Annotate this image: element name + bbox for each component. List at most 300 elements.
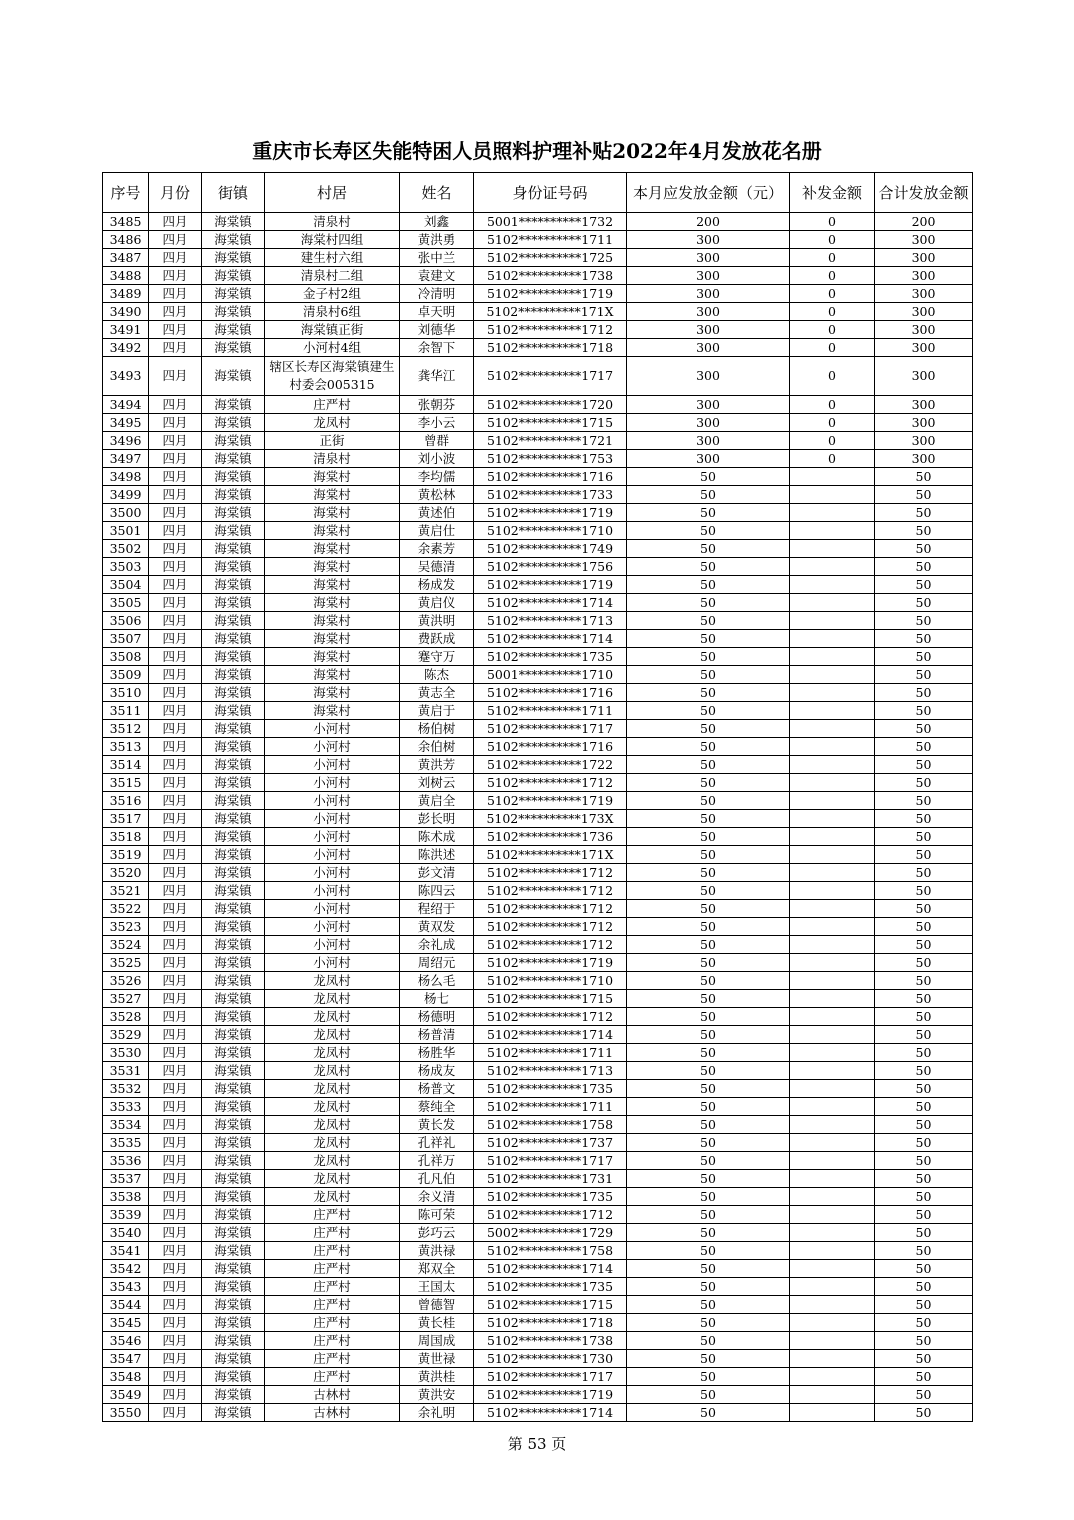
town-cell: 海棠镇 (202, 1170, 265, 1188)
total-amount-cell: 50 (875, 1116, 973, 1134)
extra-amount-cell (790, 468, 875, 486)
due-amount-cell: 50 (627, 1044, 790, 1062)
extra-amount-cell (790, 936, 875, 954)
extra-amount-cell: 0 (790, 267, 875, 285)
total-amount-cell: 50 (875, 1242, 973, 1260)
town-cell: 海棠镇 (202, 900, 265, 918)
extra-amount-cell (790, 1386, 875, 1404)
extra-amount-cell (790, 756, 875, 774)
town-cell: 海棠镇 (202, 231, 265, 249)
town-cell: 海棠镇 (202, 684, 265, 702)
month-cell: 四月 (149, 339, 202, 357)
extra-amount-cell (790, 1044, 875, 1062)
name-cell: 杨伯树 (400, 720, 474, 738)
month-cell: 四月 (149, 810, 202, 828)
total-amount-cell: 300 (875, 285, 973, 303)
village-cell: 龙凤村 (265, 1134, 400, 1152)
due-amount-cell: 50 (627, 504, 790, 522)
id-cell: 5102**********1719 (474, 792, 627, 810)
table-row (103, 1278, 973, 1296)
id-cell: 5102**********1733 (474, 486, 627, 504)
due-amount-cell: 50 (627, 900, 790, 918)
due-amount-cell: 50 (627, 1152, 790, 1170)
table-row (103, 1386, 973, 1404)
month-cell: 四月 (149, 1314, 202, 1332)
id-cell: 5001**********1732 (474, 213, 627, 231)
town-cell: 海棠镇 (202, 1278, 265, 1296)
name-cell: 袁建文 (400, 267, 474, 285)
extra-amount-cell (790, 738, 875, 756)
seq-cell: 3488 (103, 267, 149, 285)
name-cell: 王国太 (400, 1278, 474, 1296)
village-cell: 辖区长寿区海棠镇建生村委会005315 (265, 357, 400, 396)
total-amount-cell: 50 (875, 1386, 973, 1404)
village-cell: 小河村 (265, 720, 400, 738)
extra-amount-cell (790, 1242, 875, 1260)
name-cell: 余素芳 (400, 540, 474, 558)
total-amount-cell: 50 (875, 1404, 973, 1422)
name-cell: 陈洪述 (400, 846, 474, 864)
id-cell: 5102**********1756 (474, 558, 627, 576)
table-row (103, 1296, 973, 1314)
village-cell: 龙凤村 (265, 1044, 400, 1062)
village-cell: 清泉村 (265, 450, 400, 468)
table-row (103, 1026, 973, 1044)
name-cell: 黄洪芳 (400, 756, 474, 774)
total-amount-cell: 50 (875, 1224, 973, 1242)
name-cell: 黄松林 (400, 486, 474, 504)
total-amount-cell: 50 (875, 990, 973, 1008)
town-cell: 海棠镇 (202, 594, 265, 612)
id-cell: 5102**********1712 (474, 1008, 627, 1026)
table-row (103, 1332, 973, 1350)
total-amount-cell: 50 (875, 864, 973, 882)
village-cell: 小河村 (265, 846, 400, 864)
due-amount-cell: 300 (627, 432, 790, 450)
id-cell: 5102**********1711 (474, 1098, 627, 1116)
village-cell: 古林村 (265, 1404, 400, 1422)
total-amount-cell: 50 (875, 1332, 973, 1350)
month-cell: 四月 (149, 1170, 202, 1188)
name-cell: 陈可荣 (400, 1206, 474, 1224)
name-cell: 陈术成 (400, 828, 474, 846)
due-amount-cell: 50 (627, 666, 790, 684)
extra-amount-cell (790, 990, 875, 1008)
name-cell: 孔凡伯 (400, 1170, 474, 1188)
month-cell: 四月 (149, 1008, 202, 1026)
total-amount-cell: 50 (875, 594, 973, 612)
name-cell: 彭长明 (400, 810, 474, 828)
month-cell: 四月 (149, 792, 202, 810)
seq-cell: 3538 (103, 1188, 149, 1206)
id-cell: 5102**********1717 (474, 357, 627, 396)
due-amount-cell: 50 (627, 882, 790, 900)
village-cell: 庄严村 (265, 1332, 400, 1350)
total-amount-cell: 300 (875, 267, 973, 285)
seq-cell: 3530 (103, 1044, 149, 1062)
table-row (103, 414, 973, 432)
town-cell: 海棠镇 (202, 1386, 265, 1404)
total-amount-cell: 50 (875, 558, 973, 576)
extra-amount-cell (790, 882, 875, 900)
table-row (103, 756, 973, 774)
id-cell: 5102**********1719 (474, 1386, 627, 1404)
id-cell: 5002**********1729 (474, 1224, 627, 1242)
month-cell: 四月 (149, 540, 202, 558)
town-cell: 海棠镇 (202, 918, 265, 936)
month-cell: 四月 (149, 1350, 202, 1368)
total-amount-cell: 50 (875, 1026, 973, 1044)
due-amount-cell: 300 (627, 450, 790, 468)
village-cell: 海棠村 (265, 612, 400, 630)
table-row (103, 213, 973, 231)
total-amount-cell: 50 (875, 846, 973, 864)
due-amount-cell: 300 (627, 231, 790, 249)
id-cell: 5001**********1710 (474, 666, 627, 684)
due-amount-cell: 200 (627, 213, 790, 231)
month-cell: 四月 (149, 1098, 202, 1116)
id-cell: 5102**********1738 (474, 267, 627, 285)
month-cell: 四月 (149, 1386, 202, 1404)
id-cell: 5102**********1717 (474, 720, 627, 738)
due-amount-cell: 50 (627, 1296, 790, 1314)
name-cell: 黄洪桂 (400, 1368, 474, 1386)
table-row (103, 396, 973, 414)
village-cell: 海棠村 (265, 468, 400, 486)
due-amount-cell: 50 (627, 846, 790, 864)
seq-cell: 3542 (103, 1260, 149, 1278)
total-amount-cell: 50 (875, 576, 973, 594)
town-cell: 海棠镇 (202, 396, 265, 414)
month-cell: 四月 (149, 1278, 202, 1296)
seq-cell: 3547 (103, 1350, 149, 1368)
extra-amount-cell (790, 972, 875, 990)
village-cell: 海棠村 (265, 702, 400, 720)
village-cell: 海棠村 (265, 576, 400, 594)
village-cell: 龙凤村 (265, 972, 400, 990)
extra-amount-cell (790, 666, 875, 684)
table-row (103, 1152, 973, 1170)
seq-cell: 3495 (103, 414, 149, 432)
table-row (103, 846, 973, 864)
id-cell: 5102**********1736 (474, 828, 627, 846)
total-amount-cell: 50 (875, 756, 973, 774)
seq-cell: 3487 (103, 249, 149, 267)
month-cell: 四月 (149, 990, 202, 1008)
seq-cell: 3511 (103, 702, 149, 720)
village-cell: 海棠村 (265, 486, 400, 504)
village-cell: 龙凤村 (265, 990, 400, 1008)
name-cell: 刘树云 (400, 774, 474, 792)
seq-cell: 3525 (103, 954, 149, 972)
table-row (103, 231, 973, 249)
header-month: 月份 (149, 173, 202, 213)
name-cell: 李均儒 (400, 468, 474, 486)
due-amount-cell: 50 (627, 576, 790, 594)
total-amount-cell: 50 (875, 1350, 973, 1368)
total-amount-cell: 300 (875, 396, 973, 414)
town-cell: 海棠镇 (202, 954, 265, 972)
village-cell: 清泉村 (265, 213, 400, 231)
seq-cell: 3544 (103, 1296, 149, 1314)
extra-amount-cell (790, 1008, 875, 1026)
seq-cell: 3532 (103, 1080, 149, 1098)
table-row (103, 1044, 973, 1062)
seq-cell: 3516 (103, 792, 149, 810)
town-cell: 海棠镇 (202, 828, 265, 846)
table-row (103, 432, 973, 450)
seq-cell: 3534 (103, 1116, 149, 1134)
village-cell: 庄严村 (265, 1350, 400, 1368)
table-row (103, 1260, 973, 1278)
month-cell: 四月 (149, 303, 202, 321)
village-cell: 龙凤村 (265, 1098, 400, 1116)
total-amount-cell: 50 (875, 1206, 973, 1224)
month-cell: 四月 (149, 1332, 202, 1350)
extra-amount-cell (790, 1206, 875, 1224)
village-cell: 龙凤村 (265, 1008, 400, 1026)
name-cell: 黄启于 (400, 702, 474, 720)
seq-cell: 3520 (103, 864, 149, 882)
id-cell: 5102**********1721 (474, 432, 627, 450)
month-cell: 四月 (149, 828, 202, 846)
name-cell: 黄洪安 (400, 1386, 474, 1404)
due-amount-cell: 50 (627, 720, 790, 738)
seq-cell: 3503 (103, 558, 149, 576)
seq-cell: 3486 (103, 231, 149, 249)
total-amount-cell: 50 (875, 1044, 973, 1062)
id-cell: 5102**********1725 (474, 249, 627, 267)
id-cell: 5102**********1717 (474, 1368, 627, 1386)
seq-cell: 3501 (103, 522, 149, 540)
extra-amount-cell (790, 504, 875, 522)
town-cell: 海棠镇 (202, 666, 265, 684)
id-cell: 5102**********1714 (474, 1404, 627, 1422)
id-cell: 5102**********171X (474, 846, 627, 864)
due-amount-cell: 50 (627, 540, 790, 558)
extra-amount-cell (790, 918, 875, 936)
roster-table (102, 172, 973, 1422)
name-cell: 费跃成 (400, 630, 474, 648)
header-seq: 序号 (103, 173, 149, 213)
table-row (103, 774, 973, 792)
month-cell: 四月 (149, 1134, 202, 1152)
due-amount-cell: 50 (627, 558, 790, 576)
extra-amount-cell (790, 630, 875, 648)
name-cell: 黄启仪 (400, 594, 474, 612)
total-amount-cell: 50 (875, 810, 973, 828)
id-cell: 5102**********1710 (474, 972, 627, 990)
id-cell: 5102**********171X (474, 303, 627, 321)
month-cell: 四月 (149, 1404, 202, 1422)
town-cell: 海棠镇 (202, 1188, 265, 1206)
town-cell: 海棠镇 (202, 432, 265, 450)
id-cell: 5102**********1714 (474, 1260, 627, 1278)
table-row (103, 702, 973, 720)
table-row (103, 285, 973, 303)
table-row (103, 249, 973, 267)
village-cell: 庄严村 (265, 1278, 400, 1296)
month-cell: 四月 (149, 738, 202, 756)
seq-cell: 3545 (103, 1314, 149, 1332)
seq-cell: 3500 (103, 504, 149, 522)
id-cell: 5102**********1730 (474, 1350, 627, 1368)
town-cell: 海棠镇 (202, 267, 265, 285)
village-cell: 海棠村 (265, 558, 400, 576)
seq-cell: 3490 (103, 303, 149, 321)
name-cell: 黄洪勇 (400, 231, 474, 249)
total-amount-cell: 300 (875, 450, 973, 468)
town-cell: 海棠镇 (202, 522, 265, 540)
total-amount-cell: 50 (875, 882, 973, 900)
name-cell: 蔡纯全 (400, 1098, 474, 1116)
town-cell: 海棠镇 (202, 756, 265, 774)
month-cell: 四月 (149, 1026, 202, 1044)
extra-amount-cell (790, 720, 875, 738)
total-amount-cell: 300 (875, 249, 973, 267)
name-cell: 黄双发 (400, 918, 474, 936)
due-amount-cell: 300 (627, 339, 790, 357)
town-cell: 海棠镇 (202, 1224, 265, 1242)
total-amount-cell: 50 (875, 1134, 973, 1152)
month-cell: 四月 (149, 864, 202, 882)
table-row (103, 630, 973, 648)
table-row (103, 828, 973, 846)
total-amount-cell: 50 (875, 1098, 973, 1116)
extra-amount-cell (790, 792, 875, 810)
town-cell: 海棠镇 (202, 1368, 265, 1386)
seq-cell: 3492 (103, 339, 149, 357)
seq-cell: 3517 (103, 810, 149, 828)
name-cell: 孔祥万 (400, 1152, 474, 1170)
extra-amount-cell (790, 612, 875, 630)
extra-amount-cell (790, 576, 875, 594)
table-row (103, 1404, 973, 1422)
table-row (103, 720, 973, 738)
due-amount-cell: 50 (627, 1350, 790, 1368)
month-cell: 四月 (149, 1242, 202, 1260)
due-amount-cell: 50 (627, 1188, 790, 1206)
due-amount-cell: 50 (627, 954, 790, 972)
village-cell: 龙凤村 (265, 414, 400, 432)
due-amount-cell: 50 (627, 594, 790, 612)
id-cell: 5102**********1719 (474, 285, 627, 303)
name-cell: 黄启全 (400, 792, 474, 810)
name-cell: 刘德华 (400, 321, 474, 339)
extra-amount-cell (790, 1026, 875, 1044)
town-cell: 海棠镇 (202, 558, 265, 576)
id-cell: 5102**********1735 (474, 1278, 627, 1296)
due-amount-cell: 50 (627, 1314, 790, 1332)
table-row (103, 357, 973, 396)
id-cell: 5102**********1735 (474, 1080, 627, 1098)
village-cell: 龙凤村 (265, 1152, 400, 1170)
month-cell: 四月 (149, 1224, 202, 1242)
seq-cell: 3528 (103, 1008, 149, 1026)
due-amount-cell: 300 (627, 285, 790, 303)
total-amount-cell: 50 (875, 648, 973, 666)
extra-amount-cell: 0 (790, 414, 875, 432)
town-cell: 海棠镇 (202, 792, 265, 810)
village-cell: 庄严村 (265, 1260, 400, 1278)
seq-cell: 3522 (103, 900, 149, 918)
seq-cell: 3512 (103, 720, 149, 738)
total-amount-cell: 50 (875, 1188, 973, 1206)
table-row (103, 504, 973, 522)
due-amount-cell: 50 (627, 1116, 790, 1134)
name-cell: 杨德明 (400, 1008, 474, 1026)
due-amount-cell: 50 (627, 702, 790, 720)
id-cell: 5102**********1718 (474, 1314, 627, 1332)
month-cell: 四月 (149, 954, 202, 972)
extra-amount-cell (790, 1350, 875, 1368)
table-row (103, 1314, 973, 1332)
seq-cell: 3541 (103, 1242, 149, 1260)
extra-amount-cell: 0 (790, 213, 875, 231)
roster-body (103, 213, 973, 1422)
village-cell: 庄严村 (265, 1224, 400, 1242)
extra-amount-cell (790, 1170, 875, 1188)
village-cell: 小河村4组 (265, 339, 400, 357)
id-cell: 5102**********1735 (474, 1188, 627, 1206)
month-cell: 四月 (149, 1116, 202, 1134)
extra-amount-cell (790, 522, 875, 540)
town-cell: 海棠镇 (202, 339, 265, 357)
table-row (103, 738, 973, 756)
name-cell: 曾德智 (400, 1296, 474, 1314)
village-cell: 海棠村 (265, 594, 400, 612)
due-amount-cell: 50 (627, 1080, 790, 1098)
extra-amount-cell (790, 648, 875, 666)
header-due-amount: 本月应发放金额（元） (627, 173, 790, 213)
table-row (103, 918, 973, 936)
month-cell: 四月 (149, 702, 202, 720)
village-cell: 庄严村 (265, 1206, 400, 1224)
town-cell: 海棠镇 (202, 1296, 265, 1314)
extra-amount-cell (790, 1188, 875, 1206)
extra-amount-cell (790, 828, 875, 846)
village-cell: 庄严村 (265, 1242, 400, 1260)
id-cell: 5102**********1758 (474, 1242, 627, 1260)
town-cell: 海棠镇 (202, 774, 265, 792)
due-amount-cell: 50 (627, 1062, 790, 1080)
id-cell: 5102**********1735 (474, 648, 627, 666)
total-amount-cell: 50 (875, 828, 973, 846)
month-cell: 四月 (149, 1368, 202, 1386)
id-cell: 5102**********1711 (474, 231, 627, 249)
extra-amount-cell (790, 1134, 875, 1152)
id-cell: 5102**********1715 (474, 1296, 627, 1314)
extra-amount-cell (790, 810, 875, 828)
extra-amount-cell (790, 864, 875, 882)
extra-amount-cell (790, 1332, 875, 1350)
seq-cell: 3548 (103, 1368, 149, 1386)
village-cell: 龙凤村 (265, 1080, 400, 1098)
seq-cell: 3507 (103, 630, 149, 648)
extra-amount-cell (790, 846, 875, 864)
seq-cell: 3497 (103, 450, 149, 468)
id-cell: 5102**********1718 (474, 339, 627, 357)
seq-cell: 3509 (103, 666, 149, 684)
month-cell: 四月 (149, 612, 202, 630)
name-cell: 孔祥礼 (400, 1134, 474, 1152)
village-cell: 庄严村 (265, 1296, 400, 1314)
extra-amount-cell: 0 (790, 339, 875, 357)
seq-cell: 3505 (103, 594, 149, 612)
village-cell: 小河村 (265, 774, 400, 792)
id-cell: 5102**********1716 (474, 684, 627, 702)
month-cell: 四月 (149, 684, 202, 702)
